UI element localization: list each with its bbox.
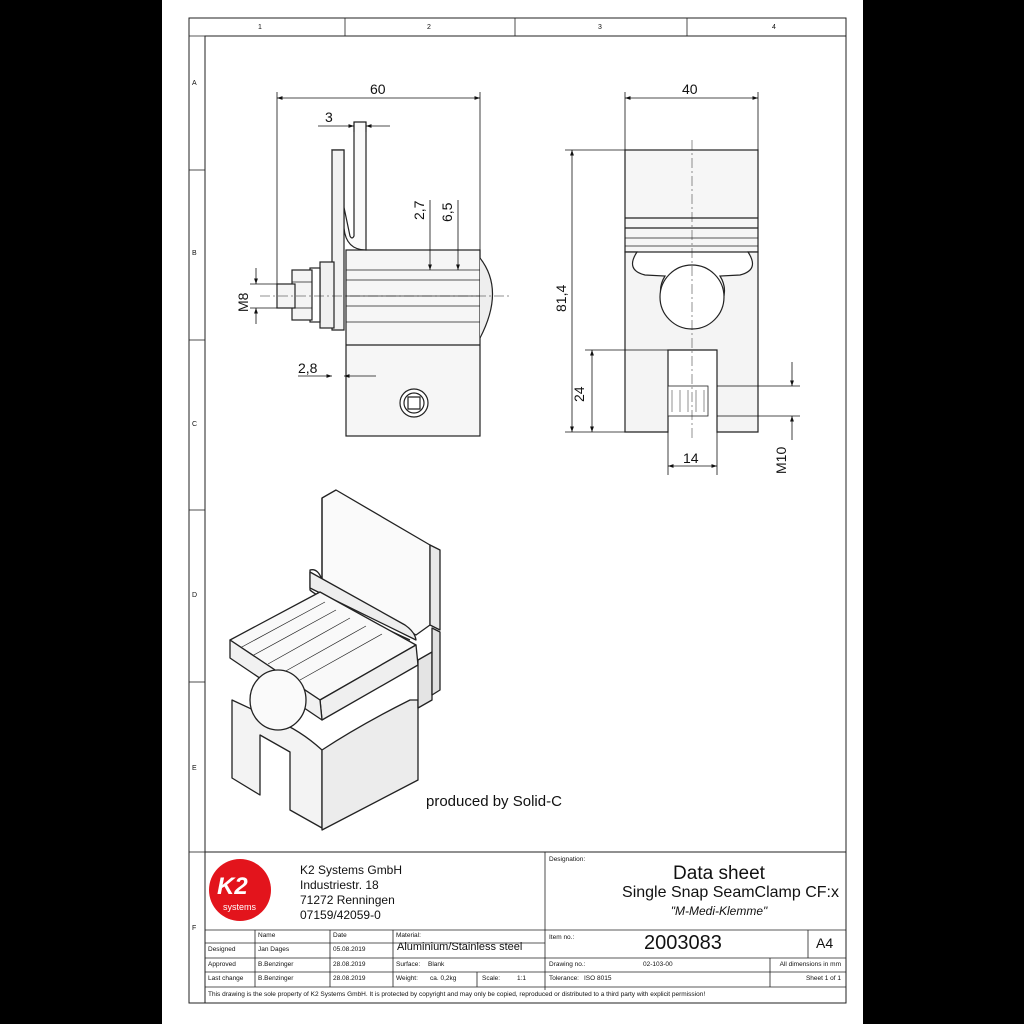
dimension-height-81-4: 81,4: [553, 284, 569, 312]
designed-date: 05.08.2019: [333, 946, 366, 953]
approved-date: 28.08.2019: [333, 961, 366, 968]
tolerance-value: ISO 8015: [584, 975, 612, 982]
front-view: [260, 122, 512, 436]
row-label-approved: Approved: [208, 961, 236, 968]
copyright-notice: This drawing is the sole property of K2 Systems GmbH. It is protected by copyright and may only be copied, reproduced or distributed to a third party with explicit permission!: [208, 991, 706, 998]
grid-column-4: 4: [772, 24, 776, 31]
dimension-width-60: 60: [370, 81, 386, 97]
grid-row-f: F: [192, 925, 197, 932]
company-street: Industriestr. 18: [300, 878, 379, 892]
last-change-name: B.Benzinger: [258, 975, 294, 982]
scale-label: Scale:: [482, 975, 501, 982]
grid-row-d: D: [192, 592, 198, 599]
row-label-designed: Designed: [208, 946, 236, 953]
tolerance-label: Tolerance:: [549, 975, 579, 982]
dimension-2-7: 2,7: [411, 200, 427, 220]
dimension-m10: M10: [773, 446, 789, 474]
designation-product: Single Snap SeamClamp CF:x: [622, 884, 839, 901]
company-name: K2 Systems GmbH: [300, 863, 403, 877]
scale-value: 1:1: [517, 975, 527, 982]
drawing-no-label: Drawing no.:: [549, 961, 586, 968]
dimension-height-24: 24: [571, 386, 587, 402]
designation-label: Designation:: [549, 856, 586, 863]
dimension-6-5: 6,5: [439, 202, 455, 222]
paper-format: A4: [816, 935, 834, 951]
grid-row-e: E: [192, 765, 197, 772]
drawing-no-value: 02-103-00: [643, 961, 673, 968]
designation-title: Data sheet: [673, 863, 765, 884]
designed-name: Jan Dages: [258, 946, 290, 953]
last-change-date: 28.08.2019: [333, 975, 366, 982]
header-date: Date: [333, 932, 347, 939]
side-view: [625, 140, 758, 440]
sheet-count: Sheet 1 of 1: [805, 975, 841, 982]
approved-name: B.Benzinger: [258, 961, 294, 968]
units-note: All dimensions in mm: [779, 961, 841, 968]
k2-logo: [209, 859, 271, 921]
grid-row-a: A: [192, 80, 197, 87]
weight-label: Weight:: [396, 975, 418, 982]
header-material: Material:: [396, 932, 421, 939]
dimension-width-14: 14: [683, 450, 699, 466]
dimension-2-8: 2,8: [298, 360, 318, 376]
grid-row-c: C: [192, 421, 198, 428]
grid-column-3: 3: [598, 24, 602, 31]
item-number: 2003083: [644, 932, 722, 954]
header-name: Name: [258, 932, 276, 939]
company-city: 71272 Renningen: [300, 893, 395, 907]
material-value: Aluminium/Stainless steel: [397, 941, 523, 953]
header-item-no: Item no.:: [549, 934, 575, 941]
logo-subtext: systems: [223, 902, 257, 912]
grid-row-b: B: [192, 250, 197, 257]
isometric-view: [230, 490, 440, 830]
grid-column-1: 1: [258, 24, 262, 31]
row-label-last-change: Last change: [208, 975, 244, 982]
drawing-sheet: [162, 0, 863, 1024]
surface-value: Blank: [428, 961, 445, 968]
company-phone: 07159/42059-0: [300, 908, 381, 922]
grid-column-2: 2: [427, 24, 431, 31]
produced-by-note: produced by Solid-C: [426, 793, 562, 810]
dimension-gap-3: 3: [325, 109, 333, 125]
weight-value: ca. 0,2kg: [430, 975, 457, 982]
dimension-m8: M8: [235, 292, 251, 312]
surface-label: Surface:: [396, 961, 421, 968]
dimension-width-40: 40: [682, 81, 698, 97]
designation-nickname: "M-Medi-Klemme": [670, 904, 768, 918]
logo-text: K2: [217, 873, 248, 900]
